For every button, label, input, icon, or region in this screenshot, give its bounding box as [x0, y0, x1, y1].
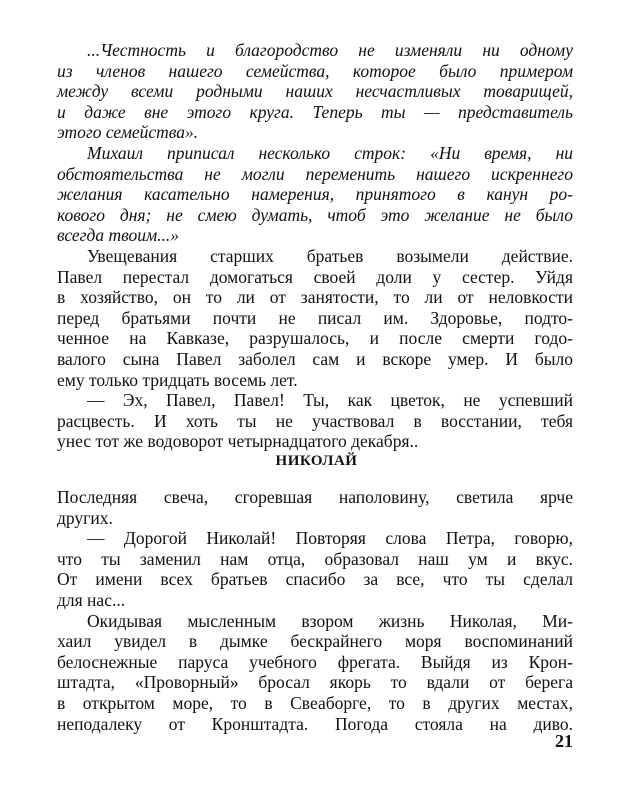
- text-line: в открытом море, то в Свеаборге, то в других местах,: [57, 692, 573, 713]
- text-line: — Эх, Павел, Павел! Ты, как цветок, не успевший: [87, 390, 573, 411]
- text-line: унес тот же водоворот четырнадцатого декабря..: [57, 431, 419, 452]
- text-line: и даже вне этого круга. Теперь ты — представитель: [57, 101, 573, 122]
- text-line: что ты заменил нам отца, образовал наш ум и вкус.: [57, 548, 573, 569]
- text-line: хаил увидел в дымке бескрайнего моря воспоминаний: [57, 631, 573, 652]
- text-line: других.: [57, 507, 113, 528]
- text-block-lower: [57, 487, 573, 734]
- text-line: ...Честность и благородство не изменяли ни одному: [87, 40, 573, 60]
- text-line: неподалеку от Кронштадта. Погода стояла на диво.: [57, 713, 573, 734]
- text-line: расцвесть. И хоть ты не участвовал в восстании, тебя: [57, 410, 573, 431]
- text-line: белоснежные паруса учебного фрегата. Выйдя из Крон-: [57, 651, 573, 672]
- text-line: штадта, «Проворный» бросал якорь то вдали от берега: [57, 672, 573, 693]
- text-line: этого семейства».: [57, 122, 199, 143]
- text-line: желания касательно намерения, принятого в канун ро-: [57, 184, 573, 205]
- text-line: ченное на Кавказе, разрушалось, и после смерти годо-: [57, 328, 573, 349]
- text-line: Последняя свеча, сгоревшая наполовину, светила ярче: [57, 487, 573, 507]
- text-line: для нас...: [57, 589, 126, 610]
- text-line: в хозяйство, он то ли от занятости, то ли от неловкости: [57, 287, 573, 308]
- text-line: — Дорогой Николай! Повторяя слова Петра, говорю,: [87, 528, 573, 549]
- text-line: всегда твоим...»: [57, 225, 180, 246]
- text-line: Увещевания старших братьев возымели действие.: [87, 245, 573, 266]
- text-line: Павел перестал домогаться своей доли у сестер. Уйдя: [57, 266, 573, 287]
- page-number: 21: [555, 731, 573, 751]
- text-line: кового дня; не смею думать, чтоб это желание не было: [57, 204, 573, 225]
- text-line: Окидывая мысленным взором жизнь Николая, Ми-: [87, 610, 573, 631]
- text-line: От имени всех братьев спасибо за все, что ты сделал: [57, 569, 573, 590]
- text-line: перед братьями почти не писал им. Здоровье, подто-: [57, 307, 573, 328]
- text-line: Михаил приписал несколько строк: «Ни время, ни: [87, 142, 573, 163]
- text-line: обстоятельства не могли переменить нашего искреннего: [57, 163, 573, 184]
- text-block-upper: [57, 40, 573, 452]
- text-line: между всеми родными наших несчастливых товарищей,: [57, 81, 573, 102]
- text-line: ему только тридцать восемь лет.: [57, 369, 298, 390]
- text-line: из членов нашего семейства, которое было примером: [57, 60, 573, 81]
- text-line: валого сына Павел заболел сам и вскоре умер. И было: [57, 348, 573, 369]
- chapter-heading: НИКОЛАЙ: [275, 453, 358, 469]
